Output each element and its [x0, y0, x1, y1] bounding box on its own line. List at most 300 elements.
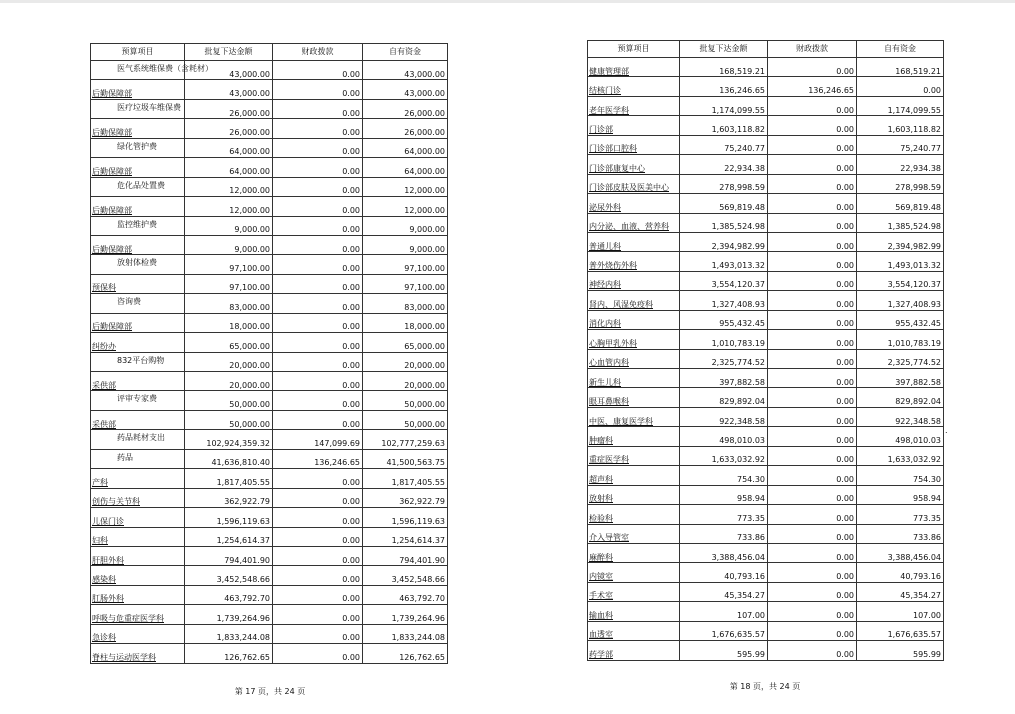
fiscal-amount-cell: 0.00	[768, 213, 857, 232]
budget-item-label: 后勤保障部	[92, 89, 132, 99]
budget-item-label: 神经内科	[589, 280, 621, 290]
table-row	[588, 58, 944, 77]
approved-amount-cell: 2,325,774.52	[680, 349, 768, 368]
fiscal-amount-cell: 0.00	[768, 232, 857, 251]
budget-item-label: 绿化管护费	[117, 141, 157, 151]
approved-amount-cell: 794,401.90	[185, 546, 273, 565]
table-row	[588, 524, 944, 543]
approved-amount-cell: 12,000.00	[185, 177, 273, 196]
table-row	[91, 605, 448, 624]
table-row	[588, 330, 944, 349]
budget-item-label: 放射科	[589, 494, 613, 504]
fiscal-amount-cell: 0.00	[273, 313, 363, 332]
budget-item-cell	[91, 644, 185, 663]
own-funds-cell: 9,000.00	[363, 216, 448, 235]
own-funds-cell: 829,892.04	[857, 388, 944, 407]
budget-item-label: 超声科	[589, 474, 613, 484]
budget-item-label: 采供部	[92, 419, 116, 429]
budget-item-cell	[588, 621, 680, 640]
own-funds-cell: 1,817,405.55	[363, 469, 448, 488]
own-funds-cell: 1,739,264.96	[363, 605, 448, 624]
table-row	[91, 410, 448, 429]
budget-item-label: 危化品处置费	[117, 180, 165, 190]
approved-amount-cell: 1,493,013.32	[680, 252, 768, 271]
approved-amount-cell: 1,739,264.96	[185, 605, 273, 624]
fiscal-amount-cell: 0.00	[768, 602, 857, 621]
budget-item-cell	[588, 155, 680, 174]
own-funds-cell: 1,254,614.37	[363, 527, 448, 546]
approved-amount-cell: 97,100.00	[185, 274, 273, 293]
budget-item-label: 消化内科	[589, 319, 621, 329]
own-funds-cell: 1,385,524.98	[857, 213, 944, 232]
table-row	[588, 135, 944, 154]
fiscal-amount-cell: 0.00	[768, 466, 857, 485]
own-funds-cell: 168,519.21	[857, 58, 944, 77]
table-row	[588, 407, 944, 426]
table-row	[91, 313, 448, 332]
table-row	[91, 138, 448, 157]
budget-item-label: 医疗垃圾车维保费	[117, 102, 181, 112]
budget-item-cell	[588, 582, 680, 601]
own-funds-cell: 12,000.00	[363, 197, 448, 216]
approved-amount-cell: 922,348.58	[680, 407, 768, 426]
budget-item-label: 后勤保障部	[92, 322, 132, 332]
budget-item-label: 采供部	[92, 380, 116, 390]
fiscal-amount-cell: 0.00	[273, 372, 363, 391]
budget-item-label: 纠纷办	[92, 341, 116, 351]
budget-item-cell	[91, 216, 185, 235]
table-row	[91, 372, 448, 391]
fiscal-amount-cell: 0.00	[273, 585, 363, 604]
approved-amount-cell: 3,554,120.37	[680, 271, 768, 290]
budget-item-label: 感染科	[92, 575, 116, 585]
fiscal-amount-cell: 0.00	[768, 310, 857, 329]
budget-item-label: 后勤保障部	[92, 244, 132, 254]
approved-amount-cell: 107.00	[680, 602, 768, 621]
table-row	[588, 213, 944, 232]
table-row	[91, 99, 448, 118]
fiscal-amount-cell: 0.00	[768, 194, 857, 213]
approved-amount-cell: 45,354.27	[680, 582, 768, 601]
own-funds-cell: 1,010,783.19	[857, 330, 944, 349]
budget-item-cell	[588, 58, 680, 77]
budget-item-cell	[91, 294, 185, 313]
own-funds-cell: 3,452,548.66	[363, 566, 448, 585]
fiscal-amount-cell: 0.00	[768, 271, 857, 290]
budget-item-cell	[91, 255, 185, 274]
table-row	[91, 469, 448, 488]
budget-item-cell	[588, 310, 680, 329]
budget-item-label: 监控维护费	[117, 219, 157, 229]
budget-item-cell	[588, 524, 680, 543]
budget-item-label: 医气系统维保费（含耗材）	[117, 64, 213, 73]
table-row	[91, 294, 448, 313]
fiscal-amount-cell: 0.00	[768, 330, 857, 349]
fiscal-amount-cell: 0.00	[273, 488, 363, 507]
own-funds-cell: 43,000.00	[363, 80, 448, 99]
table-row	[91, 527, 448, 546]
budget-item-label: 普外烧伤外科	[589, 261, 637, 271]
approved-amount-cell: 65,000.00	[185, 333, 273, 352]
col-header-approved: 批复下达金额	[680, 41, 768, 58]
budget-item-label: 脊柱与运动医学科	[92, 652, 156, 662]
approved-amount-cell: 168,519.21	[680, 58, 768, 77]
fiscal-amount-cell: 0.00	[273, 255, 363, 274]
stray-mark: .	[945, 426, 948, 435]
budget-item-label: 创伤与关节科	[92, 497, 140, 507]
own-funds-cell: 1,493,013.32	[857, 252, 944, 271]
budget-item-label: 老年医学科	[589, 105, 629, 115]
fiscal-amount-cell: 0.00	[273, 469, 363, 488]
approved-amount-cell: 1,327,408.93	[680, 291, 768, 310]
fiscal-amount-cell: 0.00	[273, 624, 363, 643]
fiscal-amount-cell: 0.00	[273, 644, 363, 663]
fiscal-amount-cell: 0.00	[768, 485, 857, 504]
approved-amount-cell: 26,000.00	[185, 119, 273, 138]
budget-item-label: 内分泌、血液、营养科	[589, 222, 669, 232]
approved-amount-cell: 773.35	[680, 505, 768, 524]
col-header-own: 自有资金	[857, 41, 944, 58]
budget-item-cell	[91, 274, 185, 293]
own-funds-cell: 773.35	[857, 505, 944, 524]
budget-item-cell	[588, 641, 680, 660]
budget-item-label: 心血管内科	[589, 358, 629, 368]
approved-amount-cell: 64,000.00	[185, 158, 273, 177]
approved-amount-cell: 463,792.70	[185, 585, 273, 604]
budget-item-label: 介入导管室	[589, 533, 629, 543]
fiscal-amount-cell: 0.00	[273, 294, 363, 313]
table-row	[588, 155, 944, 174]
table-row	[588, 77, 944, 96]
budget-item-cell	[91, 80, 185, 99]
approved-amount-cell: 1,676,635.57	[680, 621, 768, 640]
fiscal-amount-cell: 0.00	[768, 446, 857, 465]
budget-item-label: 眼耳鼻喉科	[589, 397, 629, 407]
table-row	[588, 466, 944, 485]
approved-amount-cell: 20,000.00	[185, 352, 273, 371]
table-row	[588, 310, 944, 329]
own-funds-cell: 733.86	[857, 524, 944, 543]
own-funds-cell: 3,554,120.37	[857, 271, 944, 290]
budget-item-cell	[91, 352, 185, 371]
own-funds-cell: 26,000.00	[363, 99, 448, 118]
fiscal-amount-cell: 0.00	[768, 369, 857, 388]
table-row	[588, 252, 944, 271]
table-row	[91, 333, 448, 352]
approved-amount-cell: 2,394,982.99	[680, 232, 768, 251]
fiscal-amount-cell: 0.00	[273, 410, 363, 429]
header-row	[91, 44, 448, 61]
budget-item-label: 药品	[117, 452, 133, 462]
table-row	[588, 582, 944, 601]
fiscal-amount-cell: 0.00	[273, 119, 363, 138]
budget-item-cell	[588, 563, 680, 582]
budget-item-label: 放射体检费	[117, 258, 157, 268]
page-footer-left: 第 17 页，共 24 页	[234, 687, 306, 696]
fiscal-amount-cell: 0.00	[273, 80, 363, 99]
budget-item-cell	[91, 410, 185, 429]
table-row	[91, 644, 448, 663]
fiscal-amount-cell: 0.00	[273, 352, 363, 371]
own-funds-cell: 12,000.00	[363, 177, 448, 196]
budget-item-cell	[91, 527, 185, 546]
fiscal-amount-cell: 0.00	[768, 252, 857, 271]
approved-amount-cell: 1,385,524.98	[680, 213, 768, 232]
fiscal-amount-cell: 147,099.69	[273, 430, 363, 449]
approved-amount-cell: 278,998.59	[680, 174, 768, 193]
budget-item-cell	[91, 99, 185, 118]
approved-amount-cell: 1,596,119.63	[185, 508, 273, 527]
budget-item-label: 门诊部皮肤及医美中心	[589, 183, 669, 193]
own-funds-cell: 362,922.79	[363, 488, 448, 507]
budget-item-cell	[91, 372, 185, 391]
budget-item-cell	[588, 116, 680, 135]
budget-item-cell	[91, 546, 185, 565]
own-funds-cell: 64,000.00	[363, 138, 448, 157]
own-funds-cell: 65,000.00	[363, 333, 448, 352]
approved-amount-cell: 9,000.00	[185, 216, 273, 235]
table-row	[91, 391, 448, 410]
table-row	[91, 61, 448, 80]
table-row	[588, 543, 944, 562]
own-funds-cell: 1,596,119.63	[363, 508, 448, 527]
budget-item-cell	[588, 602, 680, 621]
header-row	[588, 41, 944, 58]
fiscal-amount-cell: 0.00	[768, 621, 857, 640]
budget-item-cell	[588, 77, 680, 96]
fiscal-amount-cell: 136,246.65	[768, 77, 857, 96]
approved-amount-cell: 955,432.45	[680, 310, 768, 329]
budget-item-cell	[588, 388, 680, 407]
budget-item-cell	[91, 585, 185, 604]
budget-item-cell	[91, 430, 185, 449]
budget-item-cell	[91, 158, 185, 177]
own-funds-cell: 26,000.00	[363, 119, 448, 138]
col-header-own: 自有资金	[363, 44, 448, 61]
budget-item-label: 中医、康复医学科	[589, 416, 653, 426]
budget-item-cell	[588, 446, 680, 465]
budget-item-label: 普通儿科	[589, 241, 621, 251]
fiscal-amount-cell: 0.00	[768, 96, 857, 115]
own-funds-cell: 2,325,774.52	[857, 349, 944, 368]
fiscal-amount-cell: 0.00	[768, 505, 857, 524]
col-header-item: 预算项目	[588, 41, 680, 58]
fiscal-amount-cell: 0.00	[768, 155, 857, 174]
own-funds-cell: 18,000.00	[363, 313, 448, 332]
approved-amount-cell: 102,924,359.32	[185, 430, 273, 449]
own-funds-cell: 0.00	[857, 77, 944, 96]
budget-item-label: 药学部	[589, 649, 613, 659]
approved-amount-cell: 26,000.00	[185, 99, 273, 118]
fiscal-amount-cell: 0.00	[768, 58, 857, 77]
budget-item-label: 内镜室	[589, 572, 613, 582]
fiscal-amount-cell: 0.00	[273, 61, 363, 80]
own-funds-cell: 3,388,456.04	[857, 543, 944, 562]
approved-amount-cell: 3,452,548.66	[185, 566, 273, 585]
table-row	[588, 388, 944, 407]
fiscal-amount-cell: 0.00	[768, 582, 857, 601]
budget-item-label: 手术室	[589, 591, 613, 601]
budget-item-label: 妇科	[92, 536, 108, 546]
fiscal-amount-cell: 0.00	[768, 543, 857, 562]
budget-item-cell	[91, 624, 185, 643]
budget-item-cell	[91, 177, 185, 196]
approved-amount-cell: 1,833,244.08	[185, 624, 273, 643]
budget-item-cell	[91, 119, 185, 138]
budget-item-cell	[588, 349, 680, 368]
table-row	[588, 505, 944, 524]
page-17	[90, 43, 447, 664]
approved-amount-cell: 498,010.03	[680, 427, 768, 446]
budget-item-cell	[588, 543, 680, 562]
budget-item-cell	[91, 449, 185, 468]
table-row	[588, 174, 944, 193]
table-row	[91, 352, 448, 371]
approved-amount-cell: 75,240.77	[680, 135, 768, 154]
approved-amount-cell: 595.99	[680, 641, 768, 660]
own-funds-cell: 1,603,118.82	[857, 116, 944, 135]
budget-item-cell	[588, 96, 680, 115]
budget-item-label: 后勤保障部	[92, 205, 132, 215]
budget-item-label: 后勤保障部	[92, 166, 132, 176]
budget-item-label: 麻醉科	[589, 552, 613, 562]
budget-item-label: 咨询费	[117, 297, 141, 307]
fiscal-amount-cell: 0.00	[273, 391, 363, 410]
budget-item-label: 后勤保障部	[92, 127, 132, 137]
budget-item-cell	[91, 138, 185, 157]
budget-item-label: 健康管理部	[589, 66, 629, 76]
approved-amount-cell: 50,000.00	[185, 410, 273, 429]
budget-item-label: 肝胆外科	[92, 555, 124, 565]
approved-amount-cell: 20,000.00	[185, 372, 273, 391]
fiscal-amount-cell: 0.00	[768, 641, 857, 660]
fiscal-amount-cell: 0.00	[768, 563, 857, 582]
fiscal-amount-cell: 0.00	[273, 99, 363, 118]
budget-item-cell	[588, 174, 680, 193]
own-funds-cell: 955,432.45	[857, 310, 944, 329]
own-funds-cell: 50,000.00	[363, 410, 448, 429]
budget-item-label: 儿保门诊	[92, 516, 124, 526]
col-header-approved: 批复下达金额	[185, 44, 273, 61]
budget-item-label: 输血科	[589, 610, 613, 620]
table-body-right	[588, 58, 944, 661]
own-funds-cell: 1,174,099.55	[857, 96, 944, 115]
approved-amount-cell: 12,000.00	[185, 197, 273, 216]
own-funds-cell: 50,000.00	[363, 391, 448, 410]
budget-item-label: 肛肠外科	[92, 594, 124, 604]
table-row	[91, 624, 448, 643]
table-row	[588, 446, 944, 465]
fiscal-amount-cell: 0.00	[273, 274, 363, 293]
budget-item-cell	[91, 508, 185, 527]
approved-amount-cell: 754.30	[680, 466, 768, 485]
budget-item-cell	[588, 271, 680, 290]
budget-item-cell	[588, 194, 680, 213]
own-funds-cell: 754.30	[857, 466, 944, 485]
own-funds-cell: 126,762.65	[363, 644, 448, 663]
budget-item-cell	[588, 427, 680, 446]
fiscal-amount-cell: 0.00	[273, 508, 363, 527]
table-row	[588, 641, 944, 660]
own-funds-cell: 64,000.00	[363, 158, 448, 177]
budget-item-cell	[91, 391, 185, 410]
own-funds-cell: 40,793.16	[857, 563, 944, 582]
own-funds-cell: 1,676,635.57	[857, 621, 944, 640]
table-body-left	[91, 61, 448, 664]
table-row	[91, 216, 448, 235]
budget-table-left	[90, 43, 448, 664]
budget-item-label: 结核门诊	[589, 86, 621, 96]
own-funds-cell: 107.00	[857, 602, 944, 621]
table-row	[588, 96, 944, 115]
approved-amount-cell: 43,000.00	[185, 80, 273, 99]
budget-item-cell	[588, 232, 680, 251]
col-header-fiscal: 财政拨款	[273, 44, 363, 61]
budget-item-cell	[588, 407, 680, 426]
budget-item-label: 心胸甲乳外科	[589, 338, 637, 348]
own-funds-cell: 463,792.70	[363, 585, 448, 604]
table-row	[91, 80, 448, 99]
fiscal-amount-cell: 0.00	[273, 546, 363, 565]
fiscal-amount-cell: 0.00	[273, 158, 363, 177]
table-row	[91, 119, 448, 138]
own-funds-cell: 1,833,244.08	[363, 624, 448, 643]
budget-item-label: 肾内、风湿免疫科	[589, 299, 653, 309]
budget-item-label: 泌尿外科	[589, 202, 621, 212]
fiscal-amount-cell: 0.00	[768, 524, 857, 543]
budget-item-label: 急诊科	[92, 633, 116, 643]
budget-item-label: 呼吸与危重症医学科	[92, 613, 164, 623]
budget-item-cell	[588, 505, 680, 524]
table-row	[91, 546, 448, 565]
approved-amount-cell: 1,633,032.92	[680, 446, 768, 465]
approved-amount-cell: 1,010,783.19	[680, 330, 768, 349]
own-funds-cell: 595.99	[857, 641, 944, 660]
budget-item-label: 血透室	[589, 630, 613, 640]
budget-item-cell	[588, 369, 680, 388]
approved-amount-cell: 83,000.00	[185, 294, 273, 313]
col-header-item: 预算项目	[91, 44, 185, 61]
own-funds-cell: 922,348.58	[857, 407, 944, 426]
budget-item-cell	[91, 605, 185, 624]
fiscal-amount-cell: 0.00	[273, 235, 363, 254]
approved-amount-cell: 9,000.00	[185, 235, 273, 254]
fiscal-amount-cell: 0.00	[768, 427, 857, 446]
approved-amount-cell: 1,603,118.82	[680, 116, 768, 135]
own-funds-cell: 569,819.48	[857, 194, 944, 213]
table-row	[91, 255, 448, 274]
approved-amount-cell: 64,000.00	[185, 138, 273, 157]
fiscal-amount-cell: 0.00	[273, 138, 363, 157]
budget-item-cell	[91, 488, 185, 507]
table-row	[91, 177, 448, 196]
table-row	[91, 566, 448, 585]
approved-amount-cell: 50,000.00	[185, 391, 273, 410]
budget-item-cell	[588, 466, 680, 485]
budget-item-label: 评审专家费	[117, 394, 157, 404]
own-funds-cell: 41,500,563.75	[363, 449, 448, 468]
budget-item-cell	[588, 213, 680, 232]
table-row	[91, 197, 448, 216]
approved-amount-cell: 829,892.04	[680, 388, 768, 407]
table-row	[588, 621, 944, 640]
fiscal-amount-cell: 0.00	[768, 407, 857, 426]
fiscal-amount-cell: 0.00	[273, 216, 363, 235]
own-funds-cell: 498,010.03	[857, 427, 944, 446]
table-row	[91, 274, 448, 293]
table-row	[588, 485, 944, 504]
own-funds-cell: 83,000.00	[363, 294, 448, 313]
